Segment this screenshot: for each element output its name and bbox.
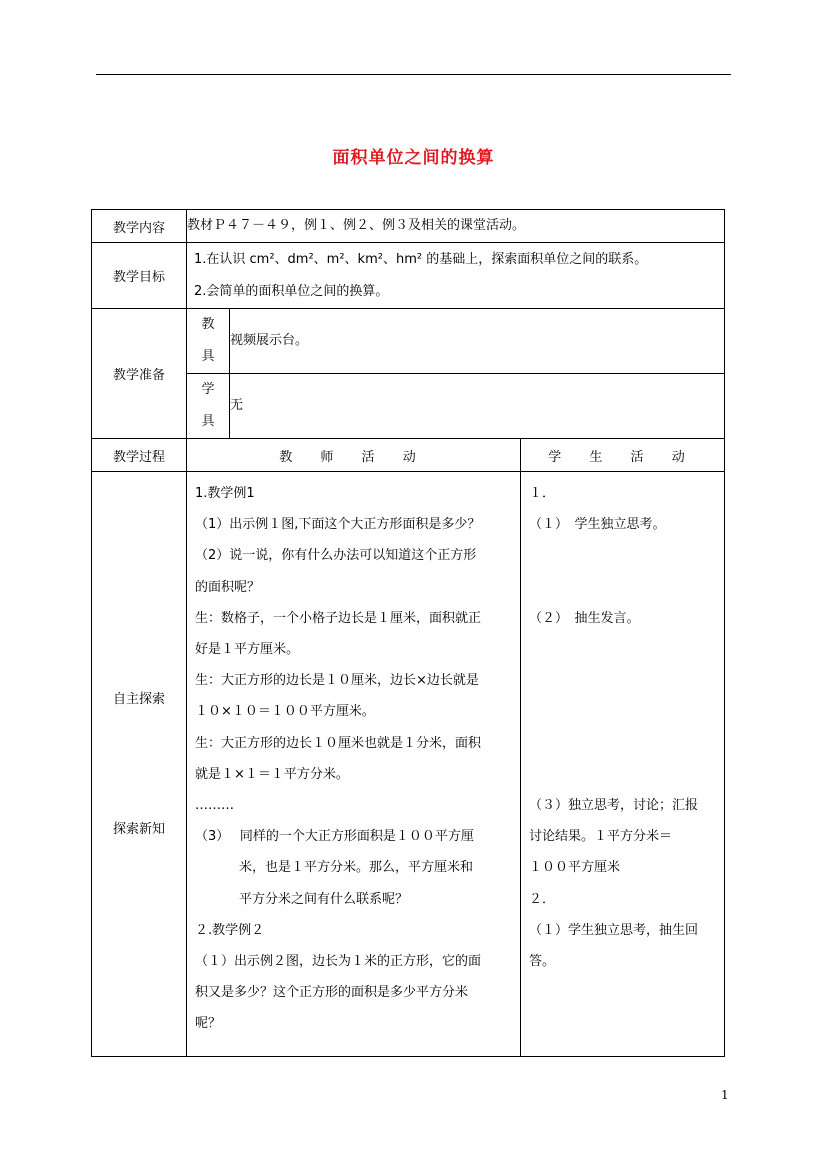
teacher-line: １０×１０＝１００平方厘米。 — [195, 704, 375, 720]
lesson-plan-table — [91, 209, 725, 1057]
teacher-line: 呢？ — [195, 1016, 222, 1032]
teacher-line: 积又是多少？这个正方形的面积是多少平方分米 — [195, 985, 469, 1001]
label-teaching-process: 教学过程 — [92, 439, 187, 472]
student-line: ２． — [529, 891, 556, 907]
student-tools-label — [187, 374, 230, 439]
student-line: １． — [529, 486, 556, 501]
teacher-line: ……… — [195, 798, 234, 814]
teacher-line: 生：数格子，一个小格子边长是１厘米，面积就正 — [195, 610, 482, 626]
teacher-line: （3） 同样的一个大正方形面积是１００平方厘 — [195, 829, 474, 845]
student-line: （１） 学生独立思考。 — [529, 517, 666, 533]
row-teaching-process-body — [92, 472, 725, 1057]
page-number: 1 — [721, 1088, 729, 1102]
student-line: 讨论结果。１平方分米＝ — [529, 829, 673, 845]
teacher-tools-label-bottom: 具 — [201, 349, 215, 364]
teacher-activity-header: 教 师 活 动 — [187, 439, 521, 472]
student-activity — [521, 472, 725, 1057]
student-activity-header: 学 生 活 动 — [521, 439, 725, 472]
teacher-tools-label-top: 教 — [201, 317, 215, 332]
teacher-line: 就是１×１＝１平方分米。 — [195, 766, 349, 782]
teacher-line: （2）说一说，你有什么办法可以知道这个正方形 — [195, 548, 477, 564]
student-line: 答。 — [529, 953, 556, 969]
teacher-line: （1）出示例１图,下面这个大正方形面积是多少？ — [195, 517, 481, 533]
teaching-goals-list — [187, 243, 725, 309]
teacher-line: 米，也是１平方分米。那么，平方厘米和 — [239, 860, 474, 876]
row-teaching-content — [92, 210, 725, 243]
label-teaching-prep: 教学准备 — [92, 309, 187, 439]
student-line: （３）独立思考，讨论；汇报 — [529, 797, 699, 813]
page-title: 面积单位之间的换算 — [332, 148, 495, 168]
student-tools-label-bottom: 具 — [201, 414, 215, 429]
header-rule — [96, 74, 731, 75]
teaching-content-text: 教材Ｐ４７－４９，例１、例２、例３及相关的课堂活动。 — [187, 210, 725, 243]
teacher-tools-value: 视频展示台。 — [230, 309, 725, 374]
teacher-activity — [187, 472, 521, 1057]
stage-label-second: 探索新知 — [112, 822, 165, 837]
student-line: （１）学生独立思考，抽生回 — [529, 922, 699, 938]
student-line: １００平方厘米 — [529, 860, 621, 876]
teacher-line: （１）出示例２图，边长为１米的正方形，它的面 — [195, 954, 482, 970]
teacher-line: ２.教学例２ — [195, 922, 265, 938]
student-tools-value: 无 — [230, 374, 725, 439]
row-teaching-prep-student — [92, 374, 725, 439]
row-teaching-prep-teacher — [92, 309, 725, 374]
stage-label-first: 自主探索 — [112, 692, 165, 707]
label-teaching-content: 教学内容 — [92, 210, 187, 243]
label-teaching-goals: 教学目标 — [92, 243, 187, 309]
teacher-tools-label — [187, 309, 230, 374]
teacher-line: 平方分米之间有什么联系呢？ — [239, 891, 409, 907]
teacher-line: 好是１平方厘米。 — [195, 642, 300, 658]
stage-labels — [92, 472, 187, 1057]
teacher-line: 1.教学例1 — [195, 486, 255, 501]
teacher-line: 的面积呢？ — [195, 579, 261, 595]
teacher-line: 生：大正方形的边长是１０厘米，边长×边长就是 — [195, 673, 479, 689]
student-line: （２） 抽生发言。 — [529, 610, 640, 626]
teacher-line: 生：大正方形的边长１０厘米也就是１分米，面积 — [195, 735, 482, 751]
row-teaching-goals — [92, 243, 725, 309]
goal-item: 2.会简单的面积单位之间的换算。 — [194, 283, 389, 299]
student-tools-label-top: 学 — [201, 382, 215, 397]
goal-item: 1.在认识 cm²、dm²、m²、km²、hm² 的基础上，探索面积单位之间的联系。 — [194, 251, 648, 267]
row-teaching-process-header — [92, 439, 725, 472]
